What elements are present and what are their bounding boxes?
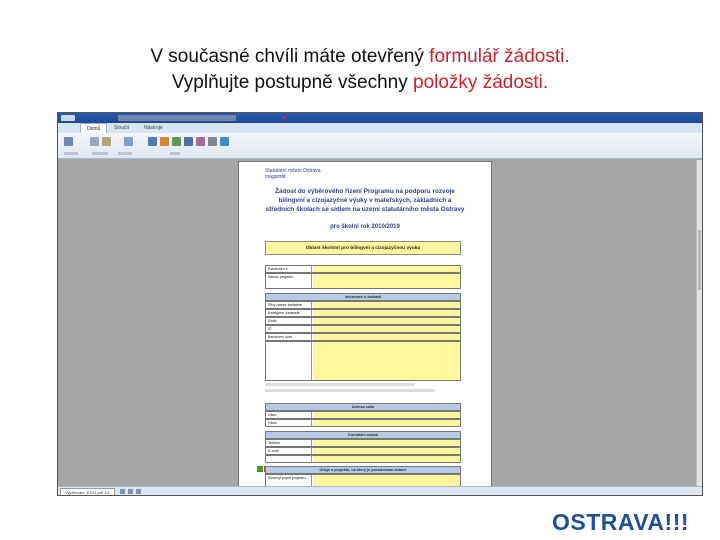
org-name: Statutární město Ostrava	[265, 168, 321, 174]
heading-line-2-text: Vyplňujte postupně všechny	[171, 72, 413, 93]
field-value[interactable]	[313, 456, 460, 462]
field-value[interactable]	[313, 420, 460, 426]
field-label: Obec	[266, 420, 312, 426]
ribbon-group-label	[64, 152, 78, 155]
heading-line-2-highlight: položky žádosti.	[413, 72, 549, 93]
field-label: Bankovní účet	[266, 334, 312, 340]
tab-domu[interactable]: Domů	[80, 123, 107, 134]
field-project-name[interactable]	[265, 273, 461, 289]
tab-sloucit[interactable]: Sloučit	[114, 125, 130, 131]
field-street[interactable]	[265, 411, 461, 419]
document-tab[interactable]: Vyplňování_EZ01.pdf 1/1	[60, 488, 115, 496]
field-applicant-name[interactable]	[265, 301, 461, 309]
field-label: Telefon	[266, 440, 312, 446]
field-value[interactable]	[313, 318, 460, 324]
ribbon-group-label	[170, 152, 180, 155]
field-value[interactable]	[313, 326, 460, 332]
field-label: Stručný popis projektu	[266, 475, 312, 487]
section-contact: Kontaktní osoba	[265, 431, 461, 439]
field-value[interactable]	[313, 274, 460, 288]
app-screenshot	[57, 112, 703, 496]
sign-icon[interactable]	[196, 137, 205, 146]
paste-icon[interactable]	[64, 137, 73, 146]
close-dot-icon[interactable]	[283, 116, 286, 119]
ostrava-logo: OSTRAVA!!!	[552, 509, 690, 535]
ribbon	[58, 133, 702, 159]
status-bar	[58, 486, 702, 496]
heading-line-2	[0, 70, 720, 96]
field-label: Plný název žadatele	[266, 302, 312, 308]
vertical-scrollbar[interactable]	[696, 160, 702, 486]
field-phone[interactable]	[265, 439, 461, 447]
field-value[interactable]	[313, 310, 460, 316]
help-icon[interactable]	[220, 137, 229, 146]
field-evidence-no[interactable]	[265, 265, 461, 273]
settings-icon[interactable]	[208, 137, 217, 146]
window-title	[118, 115, 236, 121]
field-label: Sídlo	[266, 318, 312, 324]
form-page	[238, 161, 492, 487]
field-label: Ulice	[266, 412, 312, 418]
document-workspace	[58, 160, 702, 486]
heading-line-1-text: V současné chvíli máte otevřený	[150, 46, 430, 67]
field-value[interactable]	[313, 440, 460, 446]
add-row-icon[interactable]	[257, 466, 263, 472]
ribbon-group-label	[118, 152, 132, 155]
form-footnote	[265, 383, 415, 386]
export-icon[interactable]	[172, 137, 181, 146]
edit-icon[interactable]	[102, 137, 111, 146]
field-label	[266, 456, 312, 462]
slide-heading	[0, 44, 720, 96]
field-applicant-category[interactable]	[265, 309, 461, 317]
field-web[interactable]	[265, 455, 461, 463]
field-label: Název projektu	[266, 274, 312, 288]
form-year: pro školní rok 2010/2019	[330, 224, 400, 230]
field-label: Evidenční č.	[266, 266, 312, 272]
scroll-thumb[interactable]	[698, 230, 701, 290]
field-label: Kategorie žadatele	[266, 310, 312, 316]
save-icon[interactable]	[148, 137, 157, 146]
print-icon[interactable]	[160, 137, 169, 146]
heading-line-1-highlight: formulář žádosti.	[429, 46, 570, 67]
org-subname: magistrát	[265, 174, 286, 180]
section-address: Adresa sídla	[265, 403, 461, 411]
tools-icon[interactable]	[90, 137, 99, 146]
field-value[interactable]	[313, 334, 460, 340]
field-label: E-mail	[266, 448, 312, 454]
field-city[interactable]	[265, 419, 461, 427]
form-title: Žádost do výběrového řízení Programu na podporu rozvoje bilingvní a cizojazyčné výuky v mateřských, základních a středních školách se sídlem na území statutárního města Ostravy	[265, 188, 465, 214]
section-project: Údaje o projektu, na který je požadována dotace	[265, 466, 461, 474]
attach-icon[interactable]	[184, 137, 193, 146]
ribbon-tabs	[58, 123, 702, 133]
field-label	[266, 342, 312, 380]
format-icon[interactable]	[124, 137, 133, 146]
field-bank-account[interactable]	[265, 333, 461, 341]
area-box: Oblast školství pro bilingvní a cizojazyčnou výuku	[265, 241, 461, 255]
field-email[interactable]	[265, 447, 461, 455]
field-ic[interactable]	[265, 325, 461, 333]
view-icon[interactable]	[136, 489, 141, 494]
field-label: IČ	[266, 326, 312, 332]
window-titlebar	[58, 113, 702, 123]
field-value[interactable]	[313, 266, 460, 272]
form-footnote	[265, 389, 435, 392]
field-value[interactable]	[313, 412, 460, 418]
field-value[interactable]	[313, 448, 460, 454]
field-value[interactable]	[313, 302, 460, 308]
tab-nastroje[interactable]: Nástroje	[144, 125, 163, 131]
field-statutory[interactable]	[265, 341, 461, 381]
heading-line-1	[0, 44, 720, 70]
field-seat[interactable]	[265, 317, 461, 325]
field-value[interactable]	[313, 342, 460, 380]
ribbon-group-label	[92, 152, 108, 155]
view-icon[interactable]	[120, 489, 125, 494]
quick-access-toolbar[interactable]	[61, 115, 75, 121]
view-icon[interactable]	[128, 489, 133, 494]
section-applicant: Informace o žadateli	[265, 293, 461, 301]
